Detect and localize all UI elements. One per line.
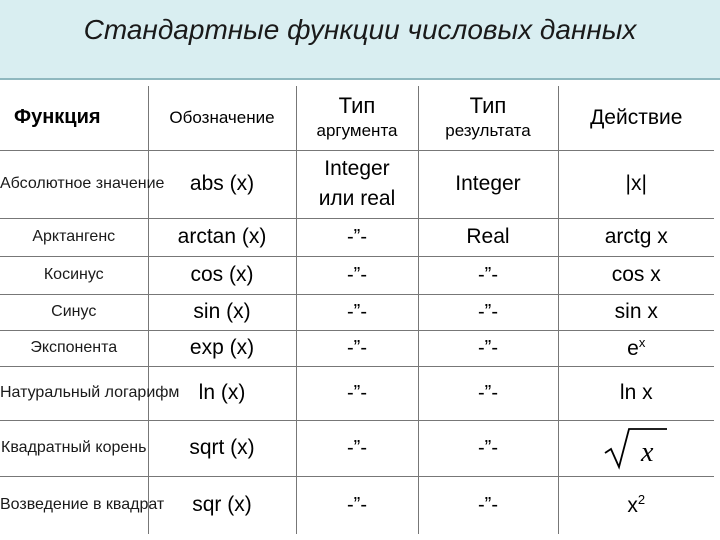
row-action: sin x	[558, 294, 714, 330]
row-notation: sqr (x)	[148, 476, 296, 534]
row-result-type: -”-	[418, 420, 558, 476]
header-action: Действие	[558, 86, 714, 150]
row-arg-type-line1: Integer	[324, 157, 390, 180]
row-arg-type: -”-	[296, 476, 418, 534]
row-result-type: -”-	[418, 256, 558, 294]
header-arg-type	[296, 86, 418, 150]
row-arg-type-line2: или real	[318, 187, 396, 210]
row-name: Арктангенс	[0, 218, 148, 256]
row-result-type: -”-	[418, 476, 558, 534]
row-action	[558, 330, 714, 366]
row-arg-type: -”-	[296, 330, 418, 366]
header-function: Функция	[0, 86, 148, 150]
row-action: ln x	[558, 366, 714, 420]
row-arg-type: -”-	[296, 256, 418, 294]
row-notation: ln (x)	[148, 366, 296, 420]
row-name: Абсолютное значение	[0, 150, 148, 218]
row-name: Квадратный корень	[0, 420, 148, 476]
row-result-type: Integer	[418, 150, 558, 218]
row-notation: arctan (x)	[148, 218, 296, 256]
row-name: Возведение в квадрат	[0, 476, 148, 534]
row-notation: abs (x)	[148, 150, 296, 218]
header-arg-type-bottom: аргумента	[316, 120, 398, 140]
radical-sign	[605, 429, 667, 467]
row-arg-type: -”-	[296, 420, 418, 476]
action-exponent: x	[638, 335, 646, 350]
row-notation: cos (x)	[148, 256, 296, 294]
table-header-row	[0, 86, 714, 150]
table-row	[0, 150, 714, 218]
row-name: Экспонента	[0, 330, 148, 366]
row-result-type: -”-	[418, 294, 558, 330]
row-arg-type: -”-	[296, 366, 418, 420]
header-arg-type-top: Тип	[338, 92, 376, 118]
row-notation: sin (x)	[148, 294, 296, 330]
row-action: arctg x	[558, 218, 714, 256]
row-result-type: Real	[418, 218, 558, 256]
functions-table	[0, 86, 714, 534]
row-notation: sqrt (x)	[148, 420, 296, 476]
table-row	[0, 420, 714, 476]
row-name: Косинус	[0, 256, 148, 294]
row-notation: exp (x)	[148, 330, 296, 366]
row-action: cos x	[558, 256, 714, 294]
row-name: Синус	[0, 294, 148, 330]
row-arg-type	[296, 150, 418, 218]
table-row	[0, 256, 714, 294]
row-arg-type: -”-	[296, 218, 418, 256]
row-arg-type: -”-	[296, 294, 418, 330]
radicand: x	[641, 437, 654, 468]
table-row	[0, 294, 714, 330]
square-root-formula	[601, 425, 671, 471]
row-action	[558, 420, 714, 476]
row-action	[558, 476, 714, 534]
header-notation: Обозначение	[148, 86, 296, 150]
table-row	[0, 366, 714, 420]
row-result-type: -”-	[418, 330, 558, 366]
row-action: |x|	[558, 150, 714, 218]
page-title: Стандартные функции числовых данных	[83, 14, 637, 45]
header-result-type	[418, 86, 558, 150]
row-name: Натуральный логарифм	[0, 366, 148, 420]
table-row	[0, 476, 714, 534]
header-result-type-bottom: результата	[445, 120, 531, 140]
action-base: e	[627, 337, 639, 360]
action-base: x	[627, 494, 638, 518]
row-result-type: -”-	[418, 366, 558, 420]
table-row	[0, 330, 714, 366]
action-exponent: 2	[637, 492, 646, 508]
table-row	[0, 218, 714, 256]
header-result-type-top: Тип	[469, 92, 507, 118]
